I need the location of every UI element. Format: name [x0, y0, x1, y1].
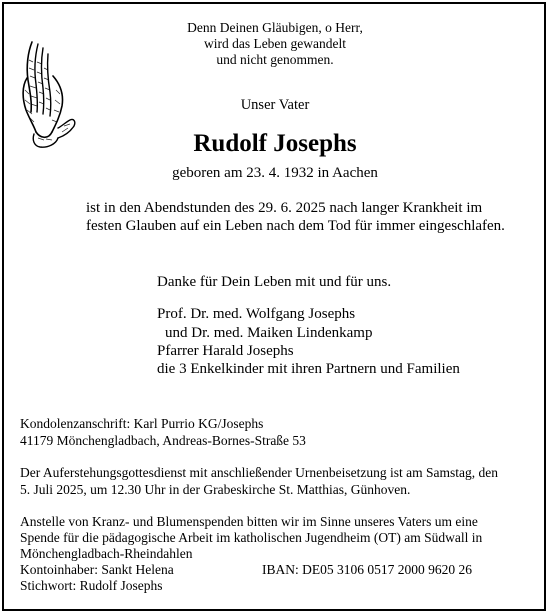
- deceased-name: Rudolf Josephs: [193, 130, 357, 157]
- service-line-1: Der Auferstehungsgottesdienst mit anschließender Urnenbeisetzung ist am Samstag, den: [20, 465, 499, 480]
- donation-line-2: Spende für die pädagogische Arbeit im katholischen Jugendheim (OT) am Südwall in: [20, 530, 483, 545]
- birth-line: geboren am 23. 4. 1932 in Aachen: [172, 165, 378, 181]
- verse-line-3: und nicht genommen.: [216, 52, 334, 67]
- condolence-line-1: Kondolenzanschrift: Karl Purrio KG/Josephs: [20, 416, 264, 431]
- death-line-1: ist in den Abendstunden des 29. 6. 2025 nach langer Krankheit im: [86, 200, 483, 216]
- mourner-line-1: Prof. Dr. med. Wolfgang Josephs: [157, 306, 356, 322]
- keyword-line: Stichwort: Rudolf Josephs: [20, 578, 163, 593]
- condolence-line-2: 41179 Mönchengladbach, Andreas-Bornes-Straße 53: [20, 433, 306, 448]
- verse-line-1: Denn Deinen Gläubigen, o Herr,: [187, 20, 363, 35]
- intro-text: Unser Vater: [240, 97, 310, 113]
- mourner-line-3: Pfarrer Harald Josephs: [157, 343, 294, 359]
- mourner-line-4: die 3 Enkelkinder mit ihren Partnern und Familien: [157, 361, 460, 377]
- donation-line-1: Anstelle von Kranz- und Blumenspenden bitten wir im Sinne unseres Vaters um eine: [20, 514, 478, 529]
- iban: IBAN: DE05 3106 0517 2000 9620 26: [262, 562, 472, 577]
- thanks-line: Danke für Dein Leben mit und für uns.: [157, 274, 392, 290]
- service-line-2: 5. Juli 2025, um 12.30 Uhr in der Grabeskirche St. Matthias, Günhoven.: [20, 482, 411, 497]
- account-holder: Kontoinhaber: Sankt Helena: [20, 562, 174, 577]
- donation-line-3: Mönchengladbach-Rheindahlen: [20, 546, 193, 561]
- verse-line-2: wird das Leben gewandelt: [203, 36, 347, 51]
- death-line-2: festen Glauben auf ein Leben nach dem Tod für immer eingeschlafen.: [86, 218, 505, 234]
- mourner-line-2: und Dr. med. Maiken Lindenkamp: [165, 325, 373, 341]
